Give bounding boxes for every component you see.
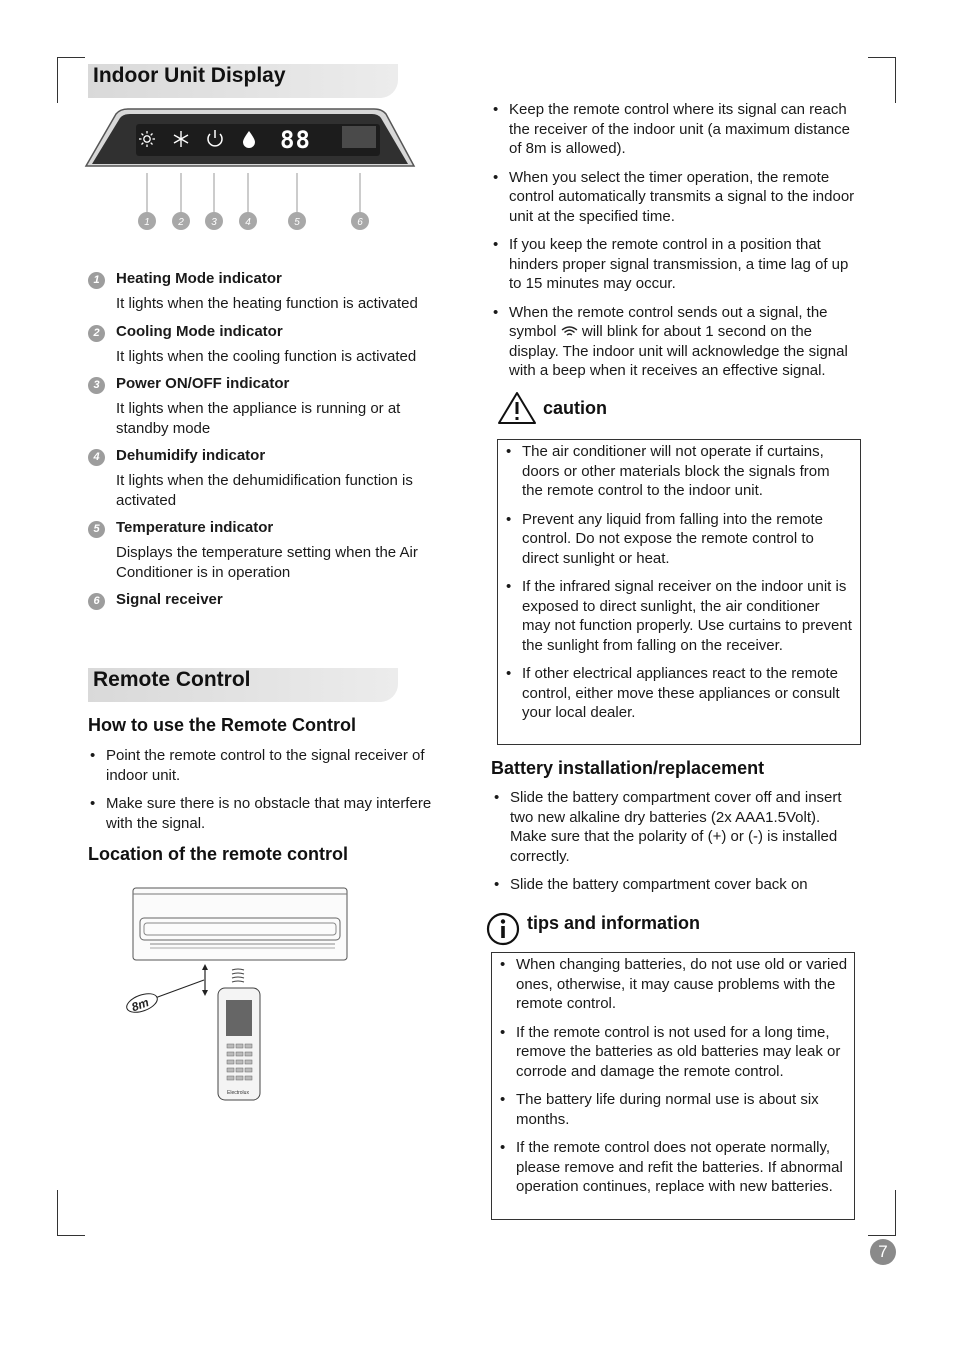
- list-item: • Slide the battery compartment cover off and insert two new alkaline dry batteries (2x AAA1.5Volt). Make sure that the polarity of (+) or (-) is installed correctly.: [492, 788, 852, 866]
- legend-description: It lights when the appliance is running or at standby mode: [116, 400, 401, 437]
- callout-6: 6: [357, 217, 363, 228]
- legend-title: Power ON/OFF indicator: [116, 375, 290, 392]
- indoor-unit-display-title: Indoor Unit Display: [93, 64, 286, 87]
- legend-number: 1: [88, 272, 105, 289]
- list-item: • Slide the battery compartment cover back on: [492, 875, 852, 895]
- tips-heading: tips and information: [527, 913, 700, 933]
- list-item: • If the remote control is not used for a long time, remove the batteries as old batteries may leak or corrode and damage the remote control.: [498, 1023, 848, 1082]
- battery-list: [492, 788, 852, 904]
- crop-mark-bottom-right-h: [868, 1235, 896, 1236]
- legend-title: Signal receiver: [116, 591, 223, 608]
- legend-number: 6: [88, 593, 105, 610]
- callout-3: 3: [211, 217, 217, 228]
- tips-box: [491, 952, 855, 1220]
- crop-mark-bottom-left-v: [57, 1190, 58, 1236]
- legend-description: Displays the temperature setting when the Air Conditioner is in operation: [116, 544, 418, 581]
- legend-number: 2: [88, 325, 105, 342]
- distance-label: 8m: [129, 995, 151, 1015]
- remote-location-illustration: [110, 882, 360, 1104]
- callout-2: 2: [178, 217, 184, 228]
- callout-4: 4: [245, 217, 251, 228]
- list-item: • Make sure there is no obstacle that may interfere with the signal.: [88, 794, 458, 833]
- crop-mark-top-left-h: [57, 57, 85, 58]
- legend-title: Heating Mode indicator: [116, 270, 282, 287]
- legend-item-heating: [88, 270, 458, 318]
- callout-5: 5: [294, 217, 300, 228]
- brand-label: Electrolux: [227, 1090, 249, 1096]
- legend-item-dehumidify: [88, 447, 458, 513]
- warning-triangle-icon: [497, 391, 537, 425]
- how-to-use-list: [88, 746, 458, 842]
- crop-mark-top-right-v: [895, 57, 896, 103]
- list-item: • If the infrared signal receiver on the indoor unit is exposed to direct sunlight, the air conditioner may not function properly. Use curtains to prevent the sunlight from falling on the receiver.: [504, 577, 852, 655]
- callout-1: 1: [144, 217, 150, 228]
- list-item: • Point the remote control to the signal receiver of indoor unit.: [88, 746, 458, 785]
- legend-number: 3: [88, 377, 105, 394]
- legend-item-temperature: [88, 519, 458, 585]
- list-item: • Prevent any liquid from falling into the remote control. Do not expose the remote control to direct sunlight or heat.: [504, 510, 852, 569]
- crop-mark-bottom-right-v: [895, 1190, 896, 1236]
- list-item: • If the remote control does not operate normally, please remove and refit the batteries. If abnormal operation continues, replace with new batteries.: [498, 1138, 848, 1197]
- temperature-digits: 88: [280, 126, 311, 154]
- legend-item-cooling: [88, 323, 458, 371]
- legend-description: It lights when the dehumidification function is activated: [116, 472, 413, 509]
- legend-description: It lights when the heating function is activated: [116, 295, 418, 312]
- list-item: [491, 303, 861, 381]
- list-item: • If you keep the remote control in a position that hinders proper signal transmission, a time lag of up to 15 minutes may occur.: [491, 235, 861, 294]
- crop-mark-top-right-h: [868, 57, 896, 58]
- legend-description: It lights when the cooling function is activated: [116, 348, 417, 365]
- location-heading: Location of the remote control: [88, 844, 349, 864]
- signal-text-before: When the remote control sends out a signal, the symbol: [509, 303, 828, 340]
- page-number: 7: [870, 1239, 896, 1265]
- crop-mark-bottom-left-h: [57, 1235, 85, 1236]
- legend-item-power: [88, 375, 458, 441]
- list-item: • Keep the remote control where its signal can reach the receiver of the indoor unit (a maximum distance of 8m is allowed).: [491, 100, 861, 159]
- signal-wave-icon: [561, 325, 578, 337]
- list-item: • When changing batteries, do not use old or varied ones, otherwise, it may cause problems with the remote control.: [498, 955, 848, 1014]
- list-item: • The battery life during normal use is about six months.: [498, 1090, 848, 1129]
- battery-heading: Battery installation/replacement: [491, 758, 765, 778]
- info-icon: [486, 912, 520, 946]
- list-item: • If other electrical appliances react to the remote control, either move these appliances or consult your local dealer.: [504, 664, 852, 723]
- signal-notes-list: [491, 100, 861, 390]
- legend-number: 4: [88, 449, 105, 466]
- list-item: • The air conditioner will not operate if curtains, doors or other materials block the signals from the remote control to the indoor unit.: [504, 442, 852, 501]
- legend-number: 5: [88, 521, 105, 538]
- legend-title: Cooling Mode indicator: [116, 323, 283, 340]
- legend-title: Temperature indicator: [116, 519, 274, 536]
- indoor-unit-display-heading: [88, 64, 398, 98]
- legend-title: Dehumidify indicator: [116, 447, 266, 464]
- list-item: • When you select the timer operation, the remote control automatically transmits a signal to the indoor unit at the specified time.: [491, 168, 861, 227]
- caution-heading: caution: [543, 398, 608, 418]
- caution-box: [497, 439, 861, 745]
- tips-list: [498, 955, 848, 1206]
- signal-receiver-window: [342, 126, 376, 148]
- remote-control-heading: [88, 668, 398, 702]
- indoor-unit-display-illustration: [84, 106, 418, 234]
- how-to-use-heading: How to use the Remote Control: [88, 715, 357, 735]
- crop-mark-top-left-v: [57, 57, 58, 103]
- caution-list: [504, 442, 852, 732]
- remote-control-title: Remote Control: [93, 668, 251, 691]
- legend-item-signal-receiver: [88, 591, 458, 615]
- signal-text-after: will blink for about 1 second on the display. The indoor unit will acknowledge the signal with a beep when it receives an effective signal.: [509, 323, 848, 379]
